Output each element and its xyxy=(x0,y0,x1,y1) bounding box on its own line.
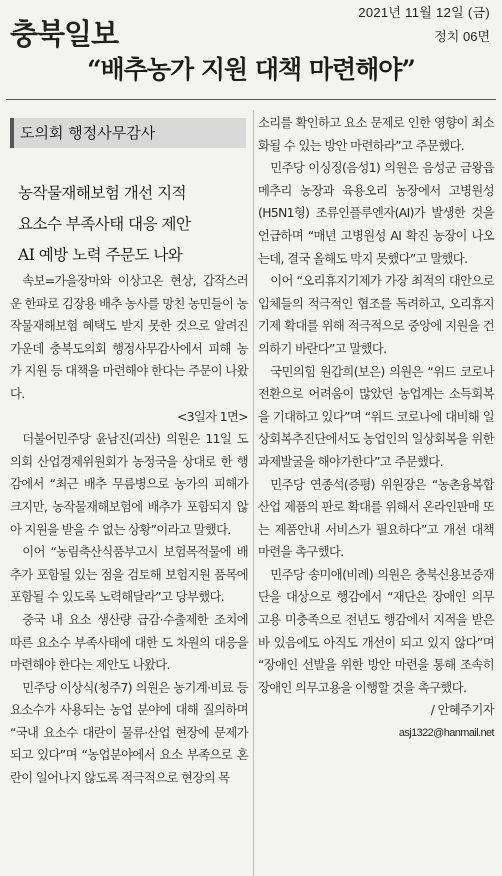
article-column-right xyxy=(258,112,494,745)
reporter-byline: / 안혜주기자 xyxy=(430,703,494,718)
subheadings xyxy=(18,178,250,271)
paragraph: 더불어민주당 윤남진(괴산) 의원은 11일 도의회 산업경제위원회가 농정국을 상대로 한 행감에서 “최근 배추 무름병으로 농가의 피해가 크지만, 농작물재해보험에 배추가 포함되지 않아 지원을 받을 수 없는 상황”이라고 말했다. xyxy=(10,432,248,537)
subhead-2: 요소수 부족사태 대응 제안 xyxy=(18,215,191,233)
column-divider xyxy=(253,110,254,876)
headline-rule xyxy=(6,99,496,100)
section-label: 도의회 행정사무감사 xyxy=(10,118,246,148)
paragraph: 민주당 이상식(청주7) 의원은 농기계·비료 등 요소수가 사용되는 농업 분야에 대해 질의하며 “국내 요소수 대란이 물류·산업 현장에 문제가 되고 있다”며 “농업분야에서 요소 부족으로 혼란이 일어나지 않도록 적극적으로 현장의 목 xyxy=(10,680,248,786)
paragraph: 민주당 송미애(비례) 의원은 충북신용보증재단을 대상으로 행감에서 “재단은 장애인 의무고용 미충족으로 전년도 행감에서 지적을 받은 바 있음에도 아직도 개선이 되고 있지 않다”며 “장애인 선발을 위한 방안 마련을 통해 조속히 장애인 의무고용을 이행할 것을 촉구했다. xyxy=(258,567,494,695)
lead-paragraph: 속보=가을장마와 이상고온 현상, 갑작스러운 한파로 김장용 배추 농사를 망친 농민들이 농작물재해보험 혜택도 받지 못한 것으로 알려진 가운데 충북도의회 행정사무감사에서 피해 농가 지원 등 대책을 마련해야 한다는 주문이 나왔다. xyxy=(10,274,248,401)
subhead-3: AI 예방 노력 주문도 나와 xyxy=(18,246,183,264)
paragraph: 이어 “오리휴지기제가 가장 최적의 대안으로 입체들의 적극적인 협조를 독려하고, 오리휴지기제 확대를 위해 적극적으로 중앙에 지원을 건의하기 바란다”고 말했다. xyxy=(258,274,494,356)
reporter-email: asj1322@hanmail.net xyxy=(398,727,494,740)
article-headline: “배추농가 지원 대책 마련해야” xyxy=(87,55,415,84)
paragraph: 국민의힘 원갑희(보은) 의원은 “위드 코로나 전환으로 어려움이 많았던 농업계는 소득회복을 기대하고 있다”며 “위드 코로나에 대비해 일상회복추진단에서도 농업인의 일상회복을 위한 과제발굴을 해야가한다”고 주문했다. xyxy=(258,364,494,469)
paragraph: 민주당 연종석(증평) 위원장은 “농촌융복합산업 제품의 판로 확대를 위해서 온라인판매 또는 제품안내 서비스가 필요하다”고 개선 대책 마련을 촉구했다. xyxy=(258,477,494,560)
paragraph: 소리를 확인하고 요소 문제로 인한 영향이 최소화될 수 있는 방안 마련하라”고 주문했다. xyxy=(258,116,494,153)
continued-reference: <3일자 1면> xyxy=(177,409,248,424)
publication-date: 2021년 11월 12일 (금) xyxy=(358,5,490,20)
newspaper-masthead: 충북일보 xyxy=(10,17,119,51)
page-section-info: 정치 06면 xyxy=(434,29,490,44)
article-column-left xyxy=(10,270,248,790)
paragraph: 중국 내 요소 생산량 급감·수출제한 조치에 따른 요소수 부족사태에 대한 도 차원의 대응을 마련해야 한다는 제안도 나왔다. xyxy=(10,612,248,673)
subhead-1: 농작물재해보험 개선 지적 xyxy=(18,184,187,202)
paragraph: 민주당 이싱징(음성1) 의원은 음성군 금왕읍 메추리 농장과 육용오리 농장에서 고병원성(H5N1형) 조류인플루엔자(AI)가 발생한 것을 언급하며 “매년 고병원성 AI 확진 농장이 나오는데, 결국 올해도 막지 못했다”고 말했다. xyxy=(258,161,494,266)
paragraph: 이어 “농림축산식품부고시 보험목적물에 배추가 포함될 있는 점을 검토해 보험지원 품목에 포함될 수 있도록 노력해달라”고 당부했다. xyxy=(10,545,248,605)
